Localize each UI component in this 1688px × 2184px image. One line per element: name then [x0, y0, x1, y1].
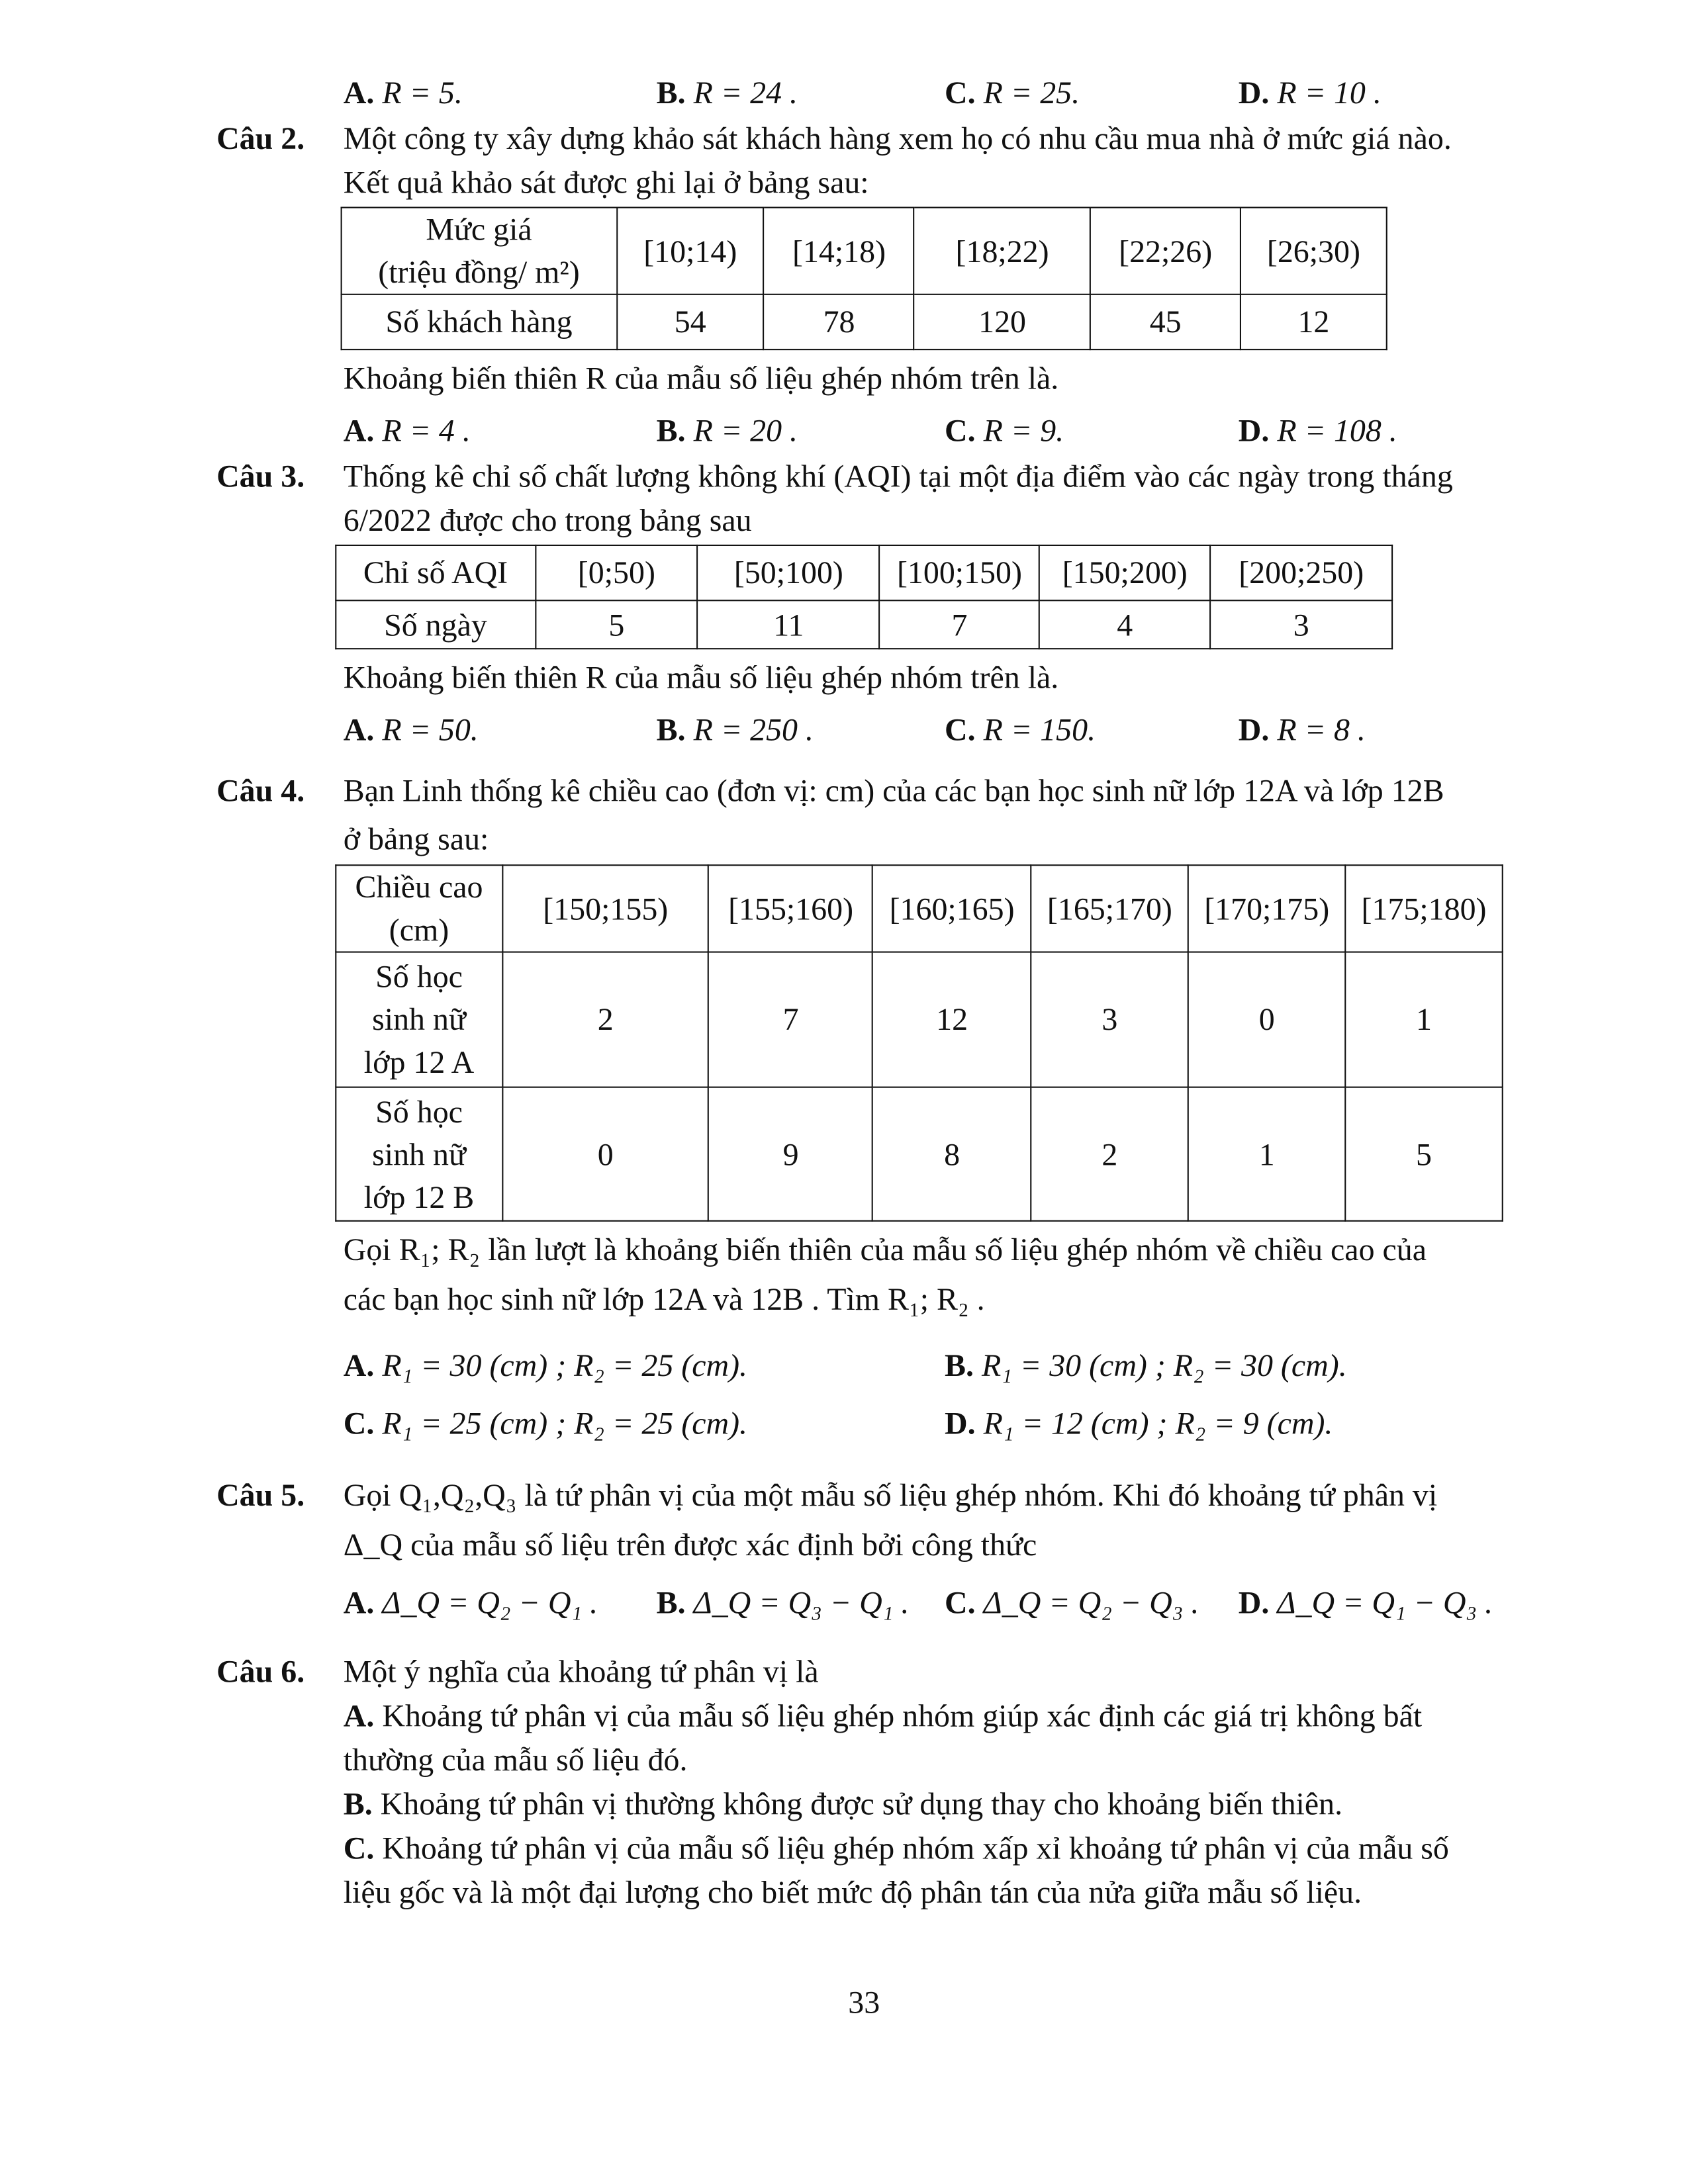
header-line: Mức giá — [426, 212, 532, 247]
header-cell: [50;100) — [698, 545, 880, 600]
option-letter: B. — [343, 1786, 373, 1822]
q2-text: Một công ty xây dựng khảo sát khách hàng xem họ có nhu cầu mua nhà ở mức giá nào. — [343, 121, 1452, 156]
q3-option-c — [945, 710, 1096, 751]
option-text: Δ_Q = Q₃ − Q₁ . — [693, 1585, 910, 1620]
q4-table — [335, 864, 1503, 1222]
q4-label: Câu 4. — [216, 773, 305, 808]
q1-option-d — [1239, 73, 1382, 114]
header-cell: [175;180) — [1345, 865, 1502, 952]
q1-option-b — [657, 73, 798, 114]
header-cell: [26;30) — [1241, 208, 1387, 295]
option-text: R = 150. — [983, 713, 1096, 748]
option-letter: A. — [343, 413, 375, 449]
q3-text: 6/2022 được cho trong bảng sau — [343, 503, 752, 538]
option-text: R₁ = 25 (cm) ; R₂ = 25 (cm). — [382, 1406, 748, 1441]
cell: 3 — [1031, 952, 1188, 1087]
option-letter: A. — [343, 1348, 375, 1383]
header-line: (triệu đồng/ m²) — [378, 255, 580, 290]
q1-option-c — [945, 73, 1080, 114]
q4-text: các bạn học sinh nữ lớp 12A và 12B . Tìm R₁; R₂ . — [343, 1282, 985, 1317]
cell: 1 — [1188, 1087, 1345, 1221]
option-letter: D. — [1238, 1585, 1270, 1620]
cell: 5 — [1345, 1087, 1502, 1221]
q6-option-c — [344, 1828, 1449, 1869]
q2-option-c — [945, 411, 1064, 452]
header-cell: [10;14) — [616, 208, 764, 295]
q6-option-b — [344, 1784, 1342, 1825]
q2-table — [341, 206, 1387, 350]
header-cell: [14;18) — [764, 208, 914, 295]
option-letter: B. — [656, 413, 686, 449]
option-letter: B. — [945, 1348, 974, 1383]
option-text: R = 9. — [983, 413, 1064, 449]
q6-option-c-cont: liệu gốc và là một đại lượng cho biết mức độ phân tán của nửa giữa mẫu số liệu. — [343, 1875, 1362, 1910]
option-letter: A. — [343, 1585, 375, 1620]
q5-option-a — [344, 1583, 598, 1624]
cell: 4 — [1039, 600, 1210, 649]
cell: 54 — [616, 295, 764, 349]
header-cell: [170;175) — [1188, 865, 1345, 952]
option-text: Δ_Q = Q₂ − Q₁ . — [382, 1585, 598, 1620]
option-text: R = 108 . — [1277, 413, 1397, 449]
header-cell: Chỉ số AQI — [336, 545, 535, 600]
row-label — [336, 1087, 502, 1221]
q2-option-b — [657, 411, 798, 452]
row-label-line: Số học — [375, 1094, 463, 1129]
page-number: 33 — [848, 1985, 880, 2021]
option-text: R = 50. — [382, 713, 479, 748]
cell: 8 — [872, 1087, 1031, 1221]
option-text: R = 10 . — [1277, 75, 1382, 111]
cell: 1 — [1345, 952, 1502, 1087]
option-letter: D. — [1238, 713, 1270, 748]
header-cell: [160;165) — [872, 865, 1031, 952]
q3-prompt: Khoảng biến thiên R của mẫu số liệu ghép nhóm trên là. — [343, 660, 1059, 695]
row-label-line: lớp 12 A — [363, 1045, 475, 1080]
q6-option-a-cont: thường của mẫu số liệu đó. — [343, 1743, 688, 1778]
q2-prompt: Khoảng biến thiên R của mẫu số liệu ghép nhóm trên là. — [343, 361, 1059, 396]
q4-text: ở bảng sau: — [343, 821, 489, 856]
header-cell: [22;26) — [1090, 208, 1241, 295]
option-letter: C. — [343, 1406, 375, 1441]
row-label — [336, 952, 502, 1087]
option-text: R = 5. — [382, 75, 463, 111]
option-text: Khoảng tứ phân vị của mẫu số liệu ghép nhóm xấp xỉ khoảng tứ phân vị của mẫu số — [382, 1831, 1449, 1866]
option-text: R₁ = 30 (cm) ; R₂ = 30 (cm). — [981, 1348, 1347, 1383]
cell: 11 — [698, 600, 880, 649]
q5-text: Δ_Q của mẫu số liệu trên được xác định bởi công thức — [343, 1527, 1037, 1563]
header-cell: [155;160) — [709, 865, 873, 952]
cell: 2 — [1031, 1087, 1188, 1221]
q2-option-d — [1239, 411, 1397, 452]
option-text: R₁ = 12 (cm) ; R₂ = 9 (cm). — [983, 1406, 1333, 1441]
cell: 9 — [709, 1087, 873, 1221]
q6-text: Một ý nghĩa của khoảng tứ phân vị là — [343, 1654, 819, 1690]
option-text: R = 250 . — [693, 713, 814, 748]
cell: 7 — [880, 600, 1039, 649]
option-letter: D. — [1238, 413, 1270, 449]
header-cell: [150;155) — [502, 865, 709, 952]
header-cell: [0;50) — [536, 545, 698, 600]
option-letter: C. — [945, 75, 976, 111]
cell: 120 — [914, 295, 1090, 349]
option-letter: C. — [945, 1585, 976, 1620]
row-label-line: sinh nữ — [372, 1002, 466, 1037]
option-letter: C. — [945, 713, 976, 748]
q4-text: Bạn Linh thống kê chiều cao (đơn vị: cm) của các bạn học sinh nữ lớp 12A và lớp 12B — [343, 773, 1444, 808]
cell: 78 — [764, 295, 914, 349]
q5-text: Gọi Q₁,Q₂,Q₃ là tứ phân vị của một mẫu số liệu ghép nhóm. Khi đó khoảng tứ phân vị — [343, 1478, 1438, 1513]
q5-label: Câu 5. — [216, 1478, 305, 1513]
option-letter: A. — [343, 713, 375, 748]
q4-option-c — [344, 1404, 747, 1445]
option-text: R = 25. — [983, 75, 1080, 111]
option-letter: D. — [945, 1406, 976, 1441]
row-label: Số ngày — [336, 600, 535, 649]
q2-option-a — [344, 411, 471, 452]
option-letter: B. — [656, 1585, 686, 1620]
option-letter: C. — [945, 413, 976, 449]
q5-option-b — [657, 1583, 910, 1624]
cell: 3 — [1210, 600, 1392, 649]
option-letter: A. — [343, 1698, 375, 1733]
row-label-line: lớp 12 B — [363, 1179, 475, 1214]
cell: 0 — [502, 1087, 709, 1221]
header-cell: [200;250) — [1210, 545, 1392, 600]
header-cell: [100;150) — [880, 545, 1039, 600]
cell: 5 — [536, 600, 698, 649]
cell: 7 — [709, 952, 873, 1087]
option-text: Khoảng tứ phân vị thường không được sử dụng thay cho khoảng biến thiên. — [380, 1786, 1343, 1822]
q5-option-d — [1239, 1583, 1493, 1624]
cell: 45 — [1090, 295, 1241, 349]
header-cell: [18;22) — [914, 208, 1090, 295]
q3-option-b — [657, 710, 814, 751]
row-label: Số khách hàng — [342, 295, 617, 349]
q3-table — [335, 545, 1393, 649]
option-letter: D. — [1238, 75, 1270, 111]
q4-option-d — [945, 1404, 1333, 1445]
cell: 0 — [1188, 952, 1345, 1087]
header-cell: [150;200) — [1039, 545, 1210, 600]
option-text: R₁ = 30 (cm) ; R₂ = 25 (cm). — [382, 1348, 748, 1383]
q1-option-a — [344, 73, 463, 114]
option-text: Δ_Q = Q₁ − Q₃ . — [1277, 1585, 1493, 1620]
header-line: (cm) — [389, 913, 449, 948]
option-text: Δ_Q = Q₂ − Q₃ . — [983, 1585, 1199, 1620]
option-letter: B. — [656, 713, 686, 748]
option-text: R = 4 . — [382, 413, 471, 449]
option-text: R = 24 . — [693, 75, 798, 111]
header-cell — [342, 208, 617, 295]
row-label-line: Số học — [375, 959, 463, 995]
option-text: R = 20 . — [693, 413, 798, 449]
cell: 12 — [1241, 295, 1387, 349]
option-letter: A. — [343, 75, 375, 111]
q4-option-a — [344, 1345, 747, 1387]
q3-option-d — [1239, 710, 1366, 751]
cell: 12 — [872, 952, 1031, 1087]
q2-text: Kết quả khảo sát được ghi lại ở bảng sau: — [343, 165, 869, 201]
option-letter: C. — [343, 1831, 375, 1866]
q3-label: Câu 3. — [216, 459, 305, 494]
q3-text: Thống kê chỉ số chất lượng không khí (AQI) tại một địa điểm vào các ngày trong tháng — [343, 459, 1453, 494]
cell: 2 — [502, 952, 709, 1087]
q4-text: Gọi R₁; R₂ lần lượt là khoảng biến thiên của mẫu số liệu ghép nhóm về chiều cao của — [343, 1232, 1427, 1267]
row-label-line: sinh nữ — [372, 1136, 466, 1171]
option-text: R = 8 . — [1277, 713, 1366, 748]
option-letter: B. — [656, 75, 686, 111]
q4-option-b — [945, 1345, 1347, 1387]
option-text: Khoảng tứ phân vị của mẫu số liệu ghép nhóm giúp xác định các giá trị không bất — [382, 1698, 1423, 1733]
q5-option-c — [945, 1583, 1199, 1624]
header-cell — [336, 865, 502, 952]
header-cell: [165;170) — [1031, 865, 1188, 952]
q6-label: Câu 6. — [216, 1654, 305, 1690]
q3-option-a — [344, 710, 479, 751]
q2-label: Câu 2. — [216, 121, 305, 156]
header-line: Chiều cao — [355, 870, 483, 905]
q6-option-a — [344, 1696, 1422, 1737]
